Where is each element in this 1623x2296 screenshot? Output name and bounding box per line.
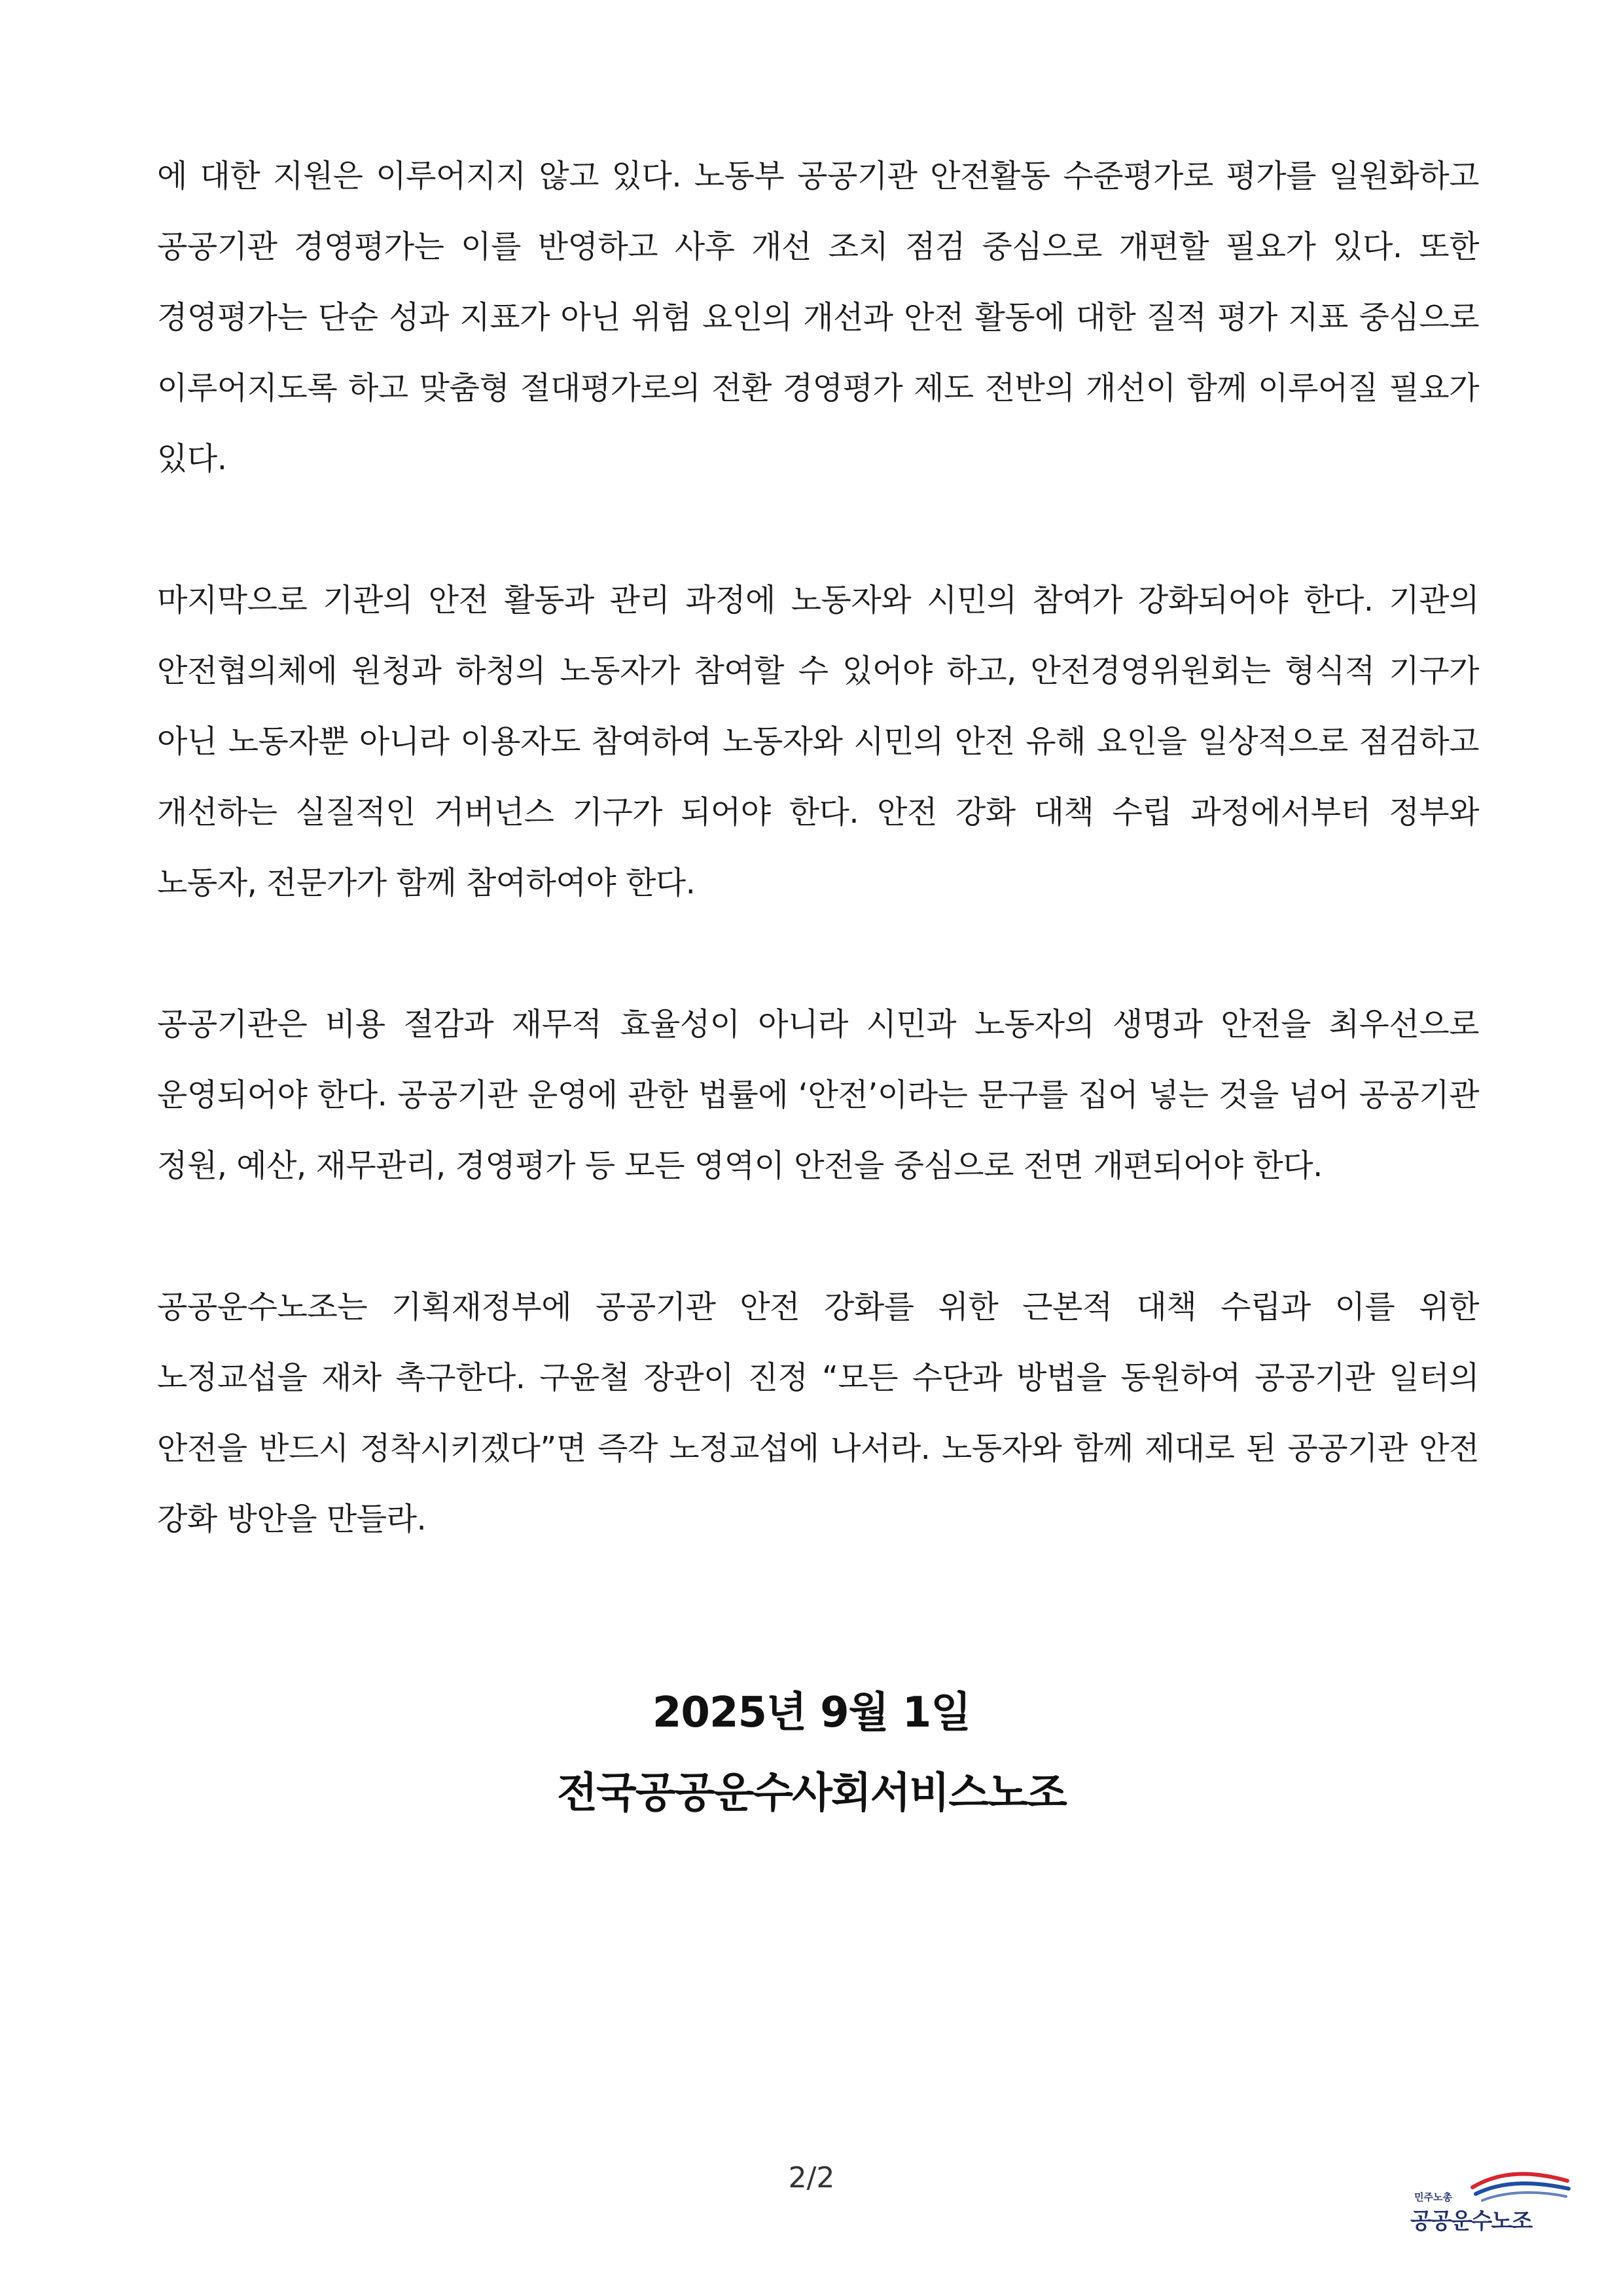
paragraph-evaluation-reform: 에 대한 지원은 이루어지지 않고 있다. 노동부 공공기관 안전활동 수준평가로 평가를 일원화하고 공공기관 경영평가는 이를 반영하고 사후 개선 조치 점검 중심으로 개편할 필요가 있다. 또한 경영평가는 단순 성과 지표가 아닌 위험 요인의 개선과 안전 활동에 대한 질적 평가 지표 중심으로 이루어지도록 하고 맞춤형 절대평가로의 전환 경영평가 제도 전반의 개선이 함께 이루어질 필요가 있다. [157, 158, 1479, 477]
signature-date: 2025년 9월 1일 [652, 1689, 971, 1737]
paragraph-safety-first: 공공기관은 비용 절감과 재무적 효율성이 아니라 시민과 노동자의 생명과 안전을 최우선으로 운영되어야 한다. 공공기관 운영에 관한 법률에 ‘안전’이라는 문구를 집어 넣는 것을 넘어 공공기관 정원, 예산, 재무관리, 경영평가 등 모든 영역이 안전을 중심으로 전면 개편되어야 한다. [157, 1006, 1479, 1184]
union-logo [1410, 2166, 1580, 2245]
page-number: 2/2 [788, 2161, 835, 2195]
document-body [157, 141, 1479, 1554]
logo-small-text: 민주노총 [1414, 2191, 1452, 2203]
logo-main-text: 공공운수노조 [1410, 2208, 1532, 2234]
signature-organization: 전국공공운수사회서비스노조 [557, 1769, 1066, 1818]
paragraph-demand: 공공운수노조는 기획재정부에 공공기관 안전 강화를 위한 근본적 대책 수립과 이를 위한 노정교섭을 재차 촉구한다. 구윤철 장관이 진정 “모든 수단과 방법을 동원하여 공공기관 일터의 안전을 반드시 정착시키겠다”면 즉각 노정교섭에 나서라. 노동자와 함께 제대로 된 공공기관 안전 강화 방안을 만들라. [157, 1289, 1479, 1537]
paragraph-participation: 마지막으로 기관의 안전 활동과 관리 과정에 노동자와 시민의 참여가 강화되어야 한다. 기관의 안전협의체에 원청과 하청의 노동자가 참여할 수 있어야 하고, 안전경영위원회는 형식적 기구가 아닌 노동자뿐 아니라 이용자도 참여하여 노동자와 시민의 안전 유해 요인을 일상적으로 점검하고 개선하는 실질적인 거버넌스 기구가 되어야 한다. 안전 강화 대책 수립 과정에서부터 정부와 노동자, 전문가가 함께 참여하여야 한다. [157, 582, 1479, 901]
